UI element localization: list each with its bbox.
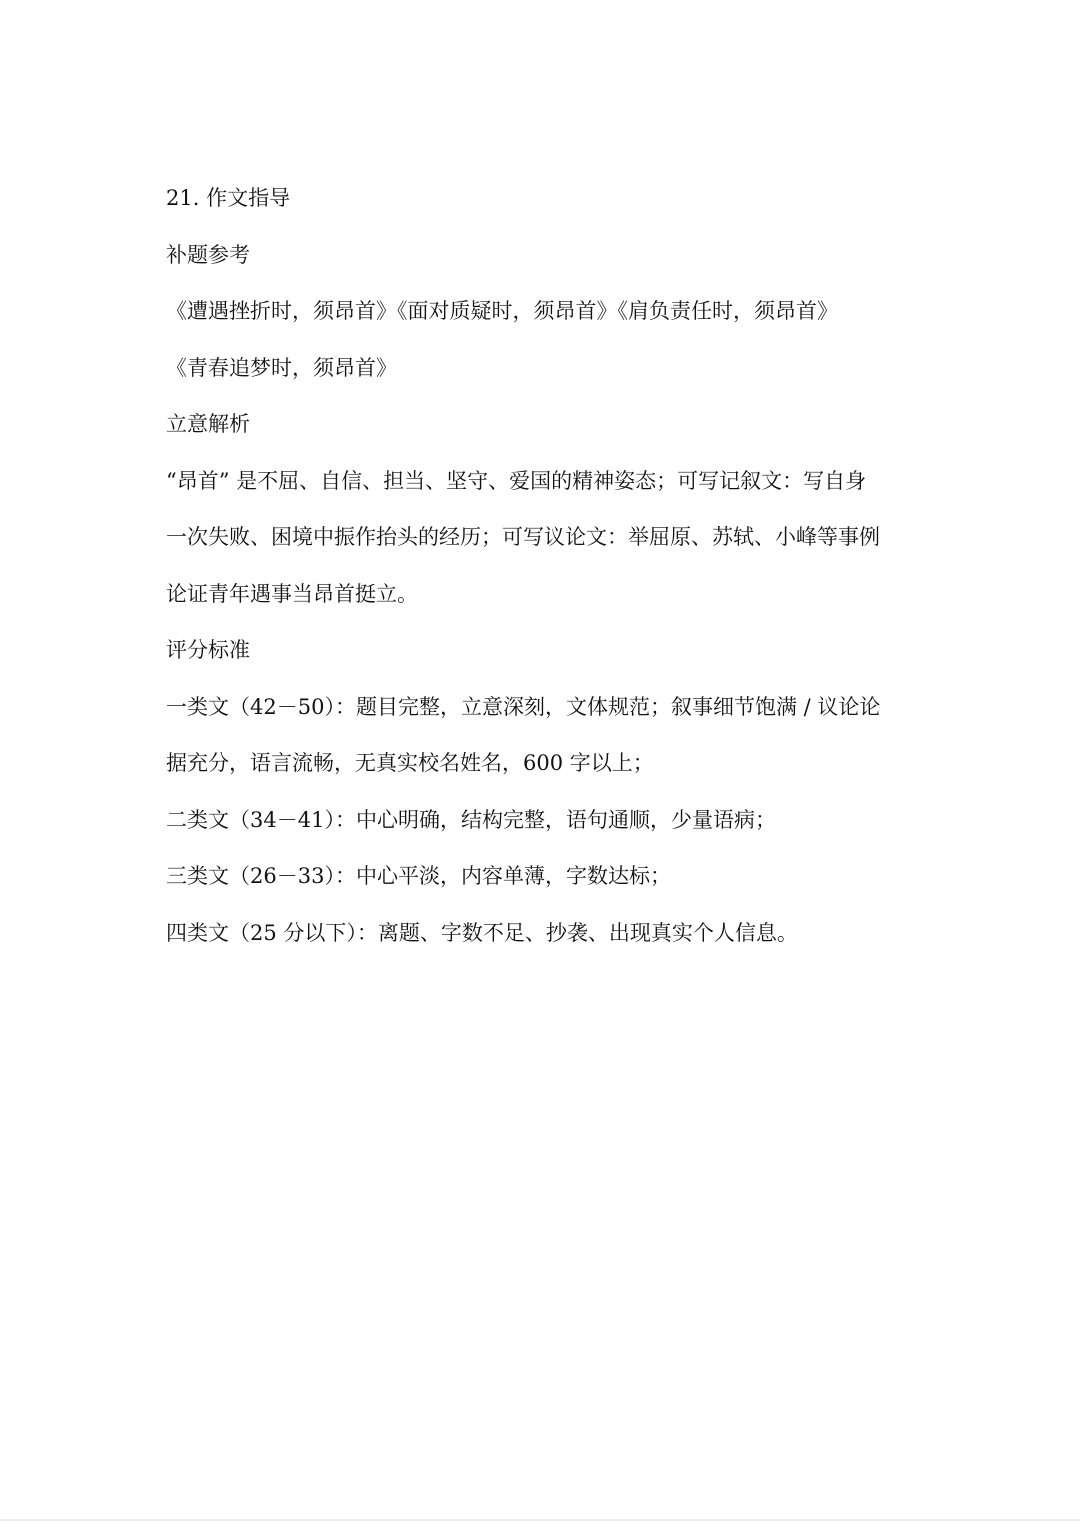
scoring-level-1-line-1: 一类文（42－50）：题目完整，立意深刻，文体规范；叙事细节饱满 / 议论论 (166, 694, 881, 719)
scoring-level-4: 四类文（25 分以下）：离题、字数不足、抄袭、出现真实个人信息。 (166, 920, 798, 945)
topic-line-2: 《青春追梦时，须昂首》 (166, 355, 397, 380)
document-content (166, 170, 936, 961)
page-bottom-rule (0, 1519, 1080, 1521)
subheading-topics: 补题参考 (166, 242, 250, 267)
scoring-level-3: 三类文（26－33）：中心平淡，内容单薄，字数达标； (166, 864, 671, 888)
topic-line-1: 《遭遇挫折时，须昂首》《面对质疑时，须昂首》《肩负责任时，须昂首》 (166, 299, 838, 323)
scoring-level-1-line-2: 据充分，语言流畅，无真实校名姓名，600 字以上； (166, 751, 654, 775)
section-heading: 21. 作文指导 (166, 186, 291, 210)
subheading-scoring: 评分标准 (166, 638, 250, 662)
subheading-analysis: 立意解析 (166, 412, 250, 436)
scoring-level-2: 二类文（34－41）：中心明确，结构完整，语句通顺，少量语病； (166, 807, 776, 832)
analysis-line-1: “昂首” 是不屈、自信、担当、坚守、爱国的精神姿态；可写记叙文：写自身 (166, 468, 867, 493)
analysis-line-2: 一次失败、困境中振作抬头的经历；可写议论文：举屈原、苏轼、小峰等事例 (166, 525, 880, 549)
analysis-line-3: 论证青年遇事当昂首挺立。 (166, 581, 418, 606)
